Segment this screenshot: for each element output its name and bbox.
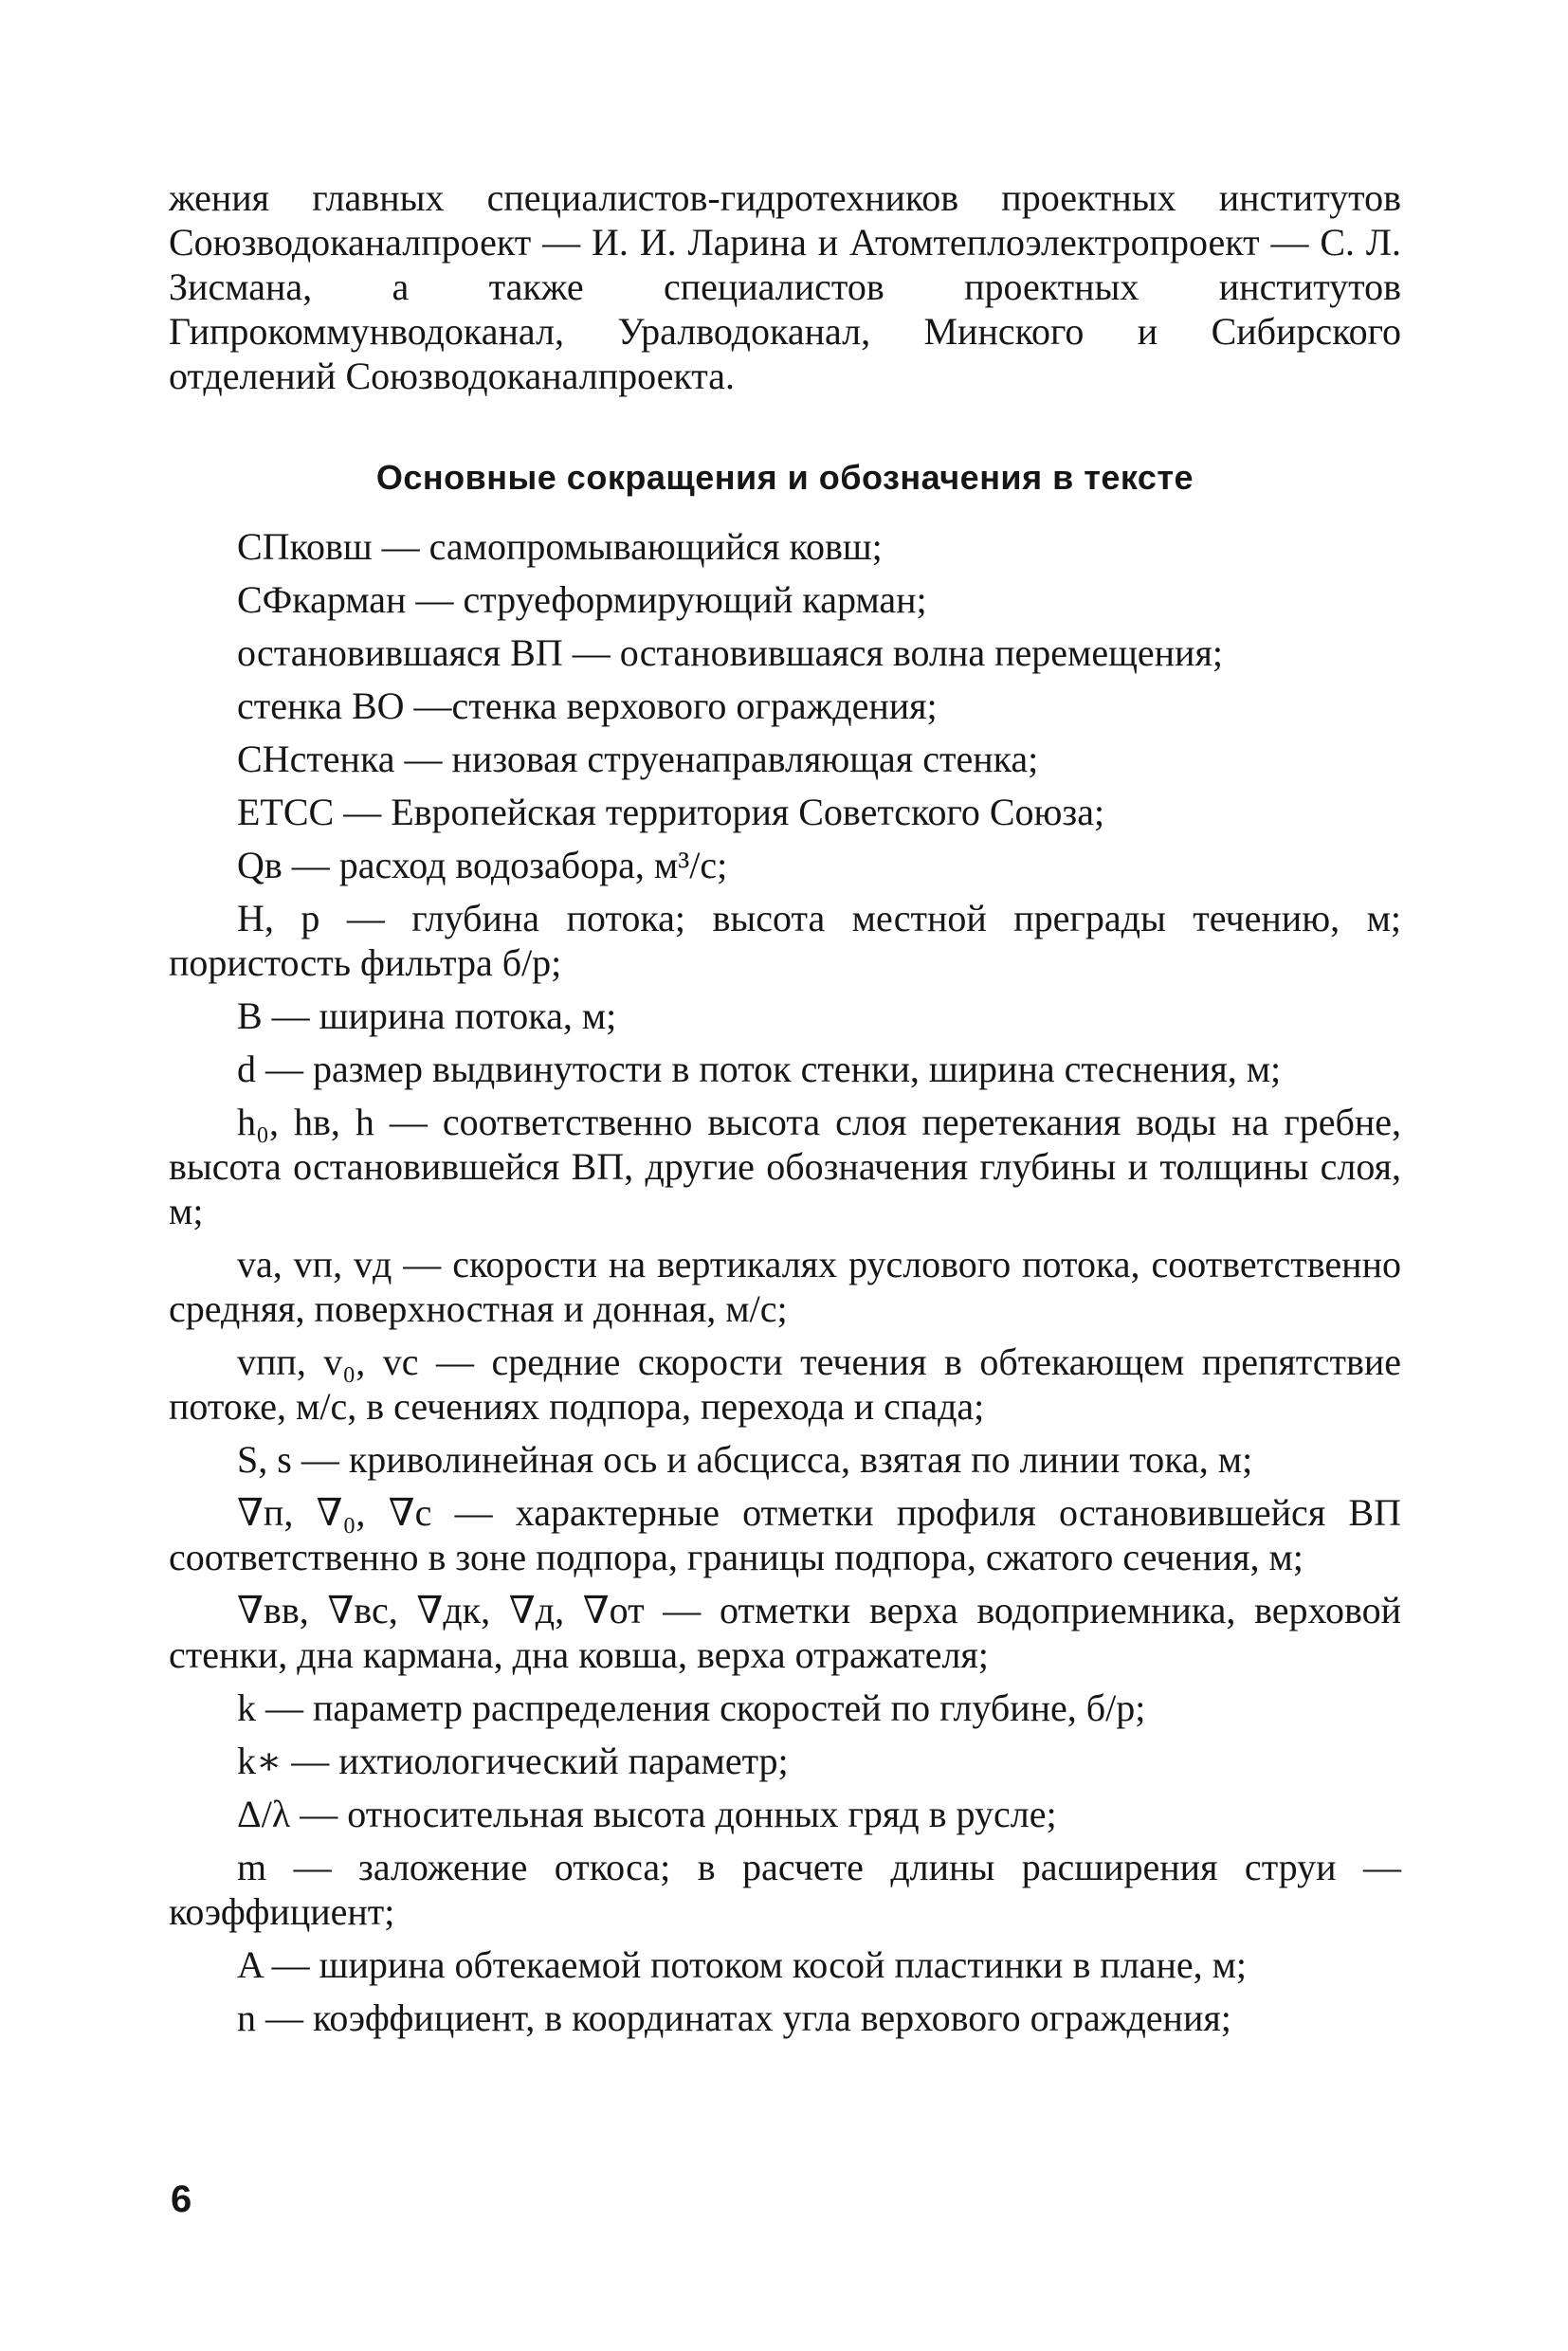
definition-item: S, s — криволинейная ось и абсцисса, взятая по линии тока, м; xyxy=(237,1438,1253,1481)
definition-item: vа, vп, vд — скорости на вертикалях руслового потока, соответственно средняя, поверхностная и донная, м/с; xyxy=(169,1243,1401,1330)
definition-item: h₀, hв, h — соответственно высота слоя перетекания воды на гребне, высота остановившейся ВП, другие обозначения глубины и толщины слоя, м; xyxy=(169,1101,1401,1232)
definition-item: Qв — расход водозабора, м³/с; xyxy=(237,844,728,886)
document-page xyxy=(169,175,1401,2049)
definition-item: m — заложение откоса; в расчете длины расширения струи — коэффициент; xyxy=(169,1846,1401,1933)
definition-item: стенка ВО —стенка верхового ограждения; xyxy=(237,684,938,727)
abbreviations-list xyxy=(169,524,1401,2040)
intro-paragraph: жения главных специалистов-гидротехников проектных институтов Союзводоканалпроект — И. И. Ларина и Атомтеплоэлектропроект — С. Л. Зисмана, а также специалистов проектных институтов Гипрокоммунводоканал, Уралводоканал, Минского и Сибирского отделений Союзводоканалпроекта. xyxy=(169,176,1401,397)
definition-item: vпп, v₀, vс — средние скорости течения в обтекающем препятствие потоке, м/с, в сечениях подпора, перехода и спада; xyxy=(169,1340,1401,1428)
definition-item: d — размер выдвинутости в поток стенки, ширина стеснения, м; xyxy=(237,1048,1282,1090)
definition-item: остановившаяся ВП — остановившаяся волна перемещения; xyxy=(237,631,1223,674)
definition-item: k — параметр распределения скоростей по глубине, б/р; xyxy=(237,1686,1146,1729)
page-number: 6 xyxy=(171,2178,192,2220)
definition-item: СПковш — самопромывающийся ковш; xyxy=(237,525,883,568)
definition-item: ЕТСС — Европейская территория Советского Союза; xyxy=(237,791,1105,833)
definition-item: Δ/λ — относительная высота донных гряд в русле; xyxy=(237,1793,1057,1835)
definition-item: n — коэффициент, в координатах угла верхового ограждения; xyxy=(237,1996,1231,2039)
definition-item: СНстенка — низовая струенаправляющая стенка; xyxy=(237,738,1039,780)
definition-item: B — ширина потока, м; xyxy=(237,994,617,1037)
definition-item: A — ширина обтекаемой потоком косой пластинки в плане, м; xyxy=(237,1943,1248,1986)
definition-item: ∇п, ∇₀, ∇с — характерные отметки профиля остановившейся ВП соответственно в зоне подпора, границы подпора, сжатого сечения, м; xyxy=(169,1491,1401,1578)
definition-item: k∗ — ихтиологический параметр; xyxy=(237,1740,789,1782)
definition-item: СФкарман — струеформирующий карман; xyxy=(237,578,927,621)
definition-item: H, p — глубина потока; высота местной преграды течению, м; пористость фильтра б/р; xyxy=(169,897,1401,984)
definition-item: ∇вв, ∇вс, ∇дк, ∇д, ∇от — отметки верха водоприемника, верховой стенки, дна кармана, дна ковша, верха отражателя; xyxy=(169,1589,1401,1676)
section-heading: Основные сокращения и обозначения в тексте xyxy=(375,458,1194,497)
